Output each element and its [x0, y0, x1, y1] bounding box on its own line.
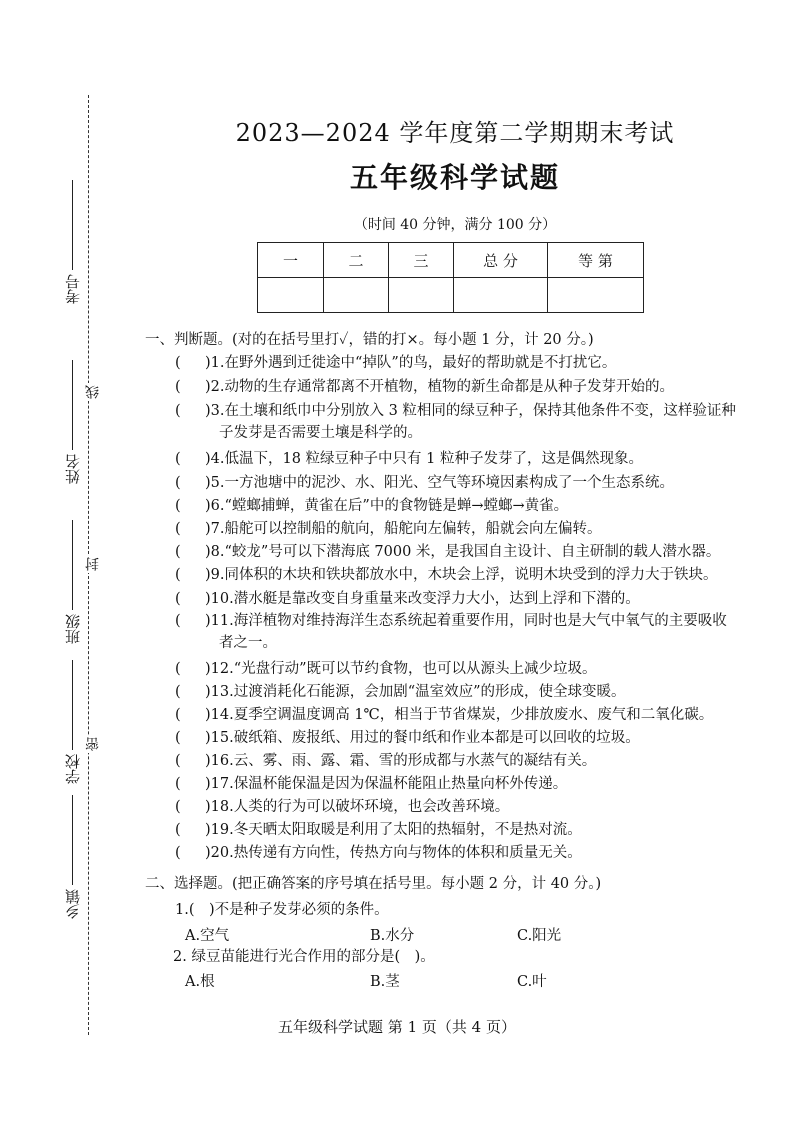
answer-bracket[interactable]: ( [175, 613, 181, 629]
choice-question-1-option-c[interactable]: C.阳光 [517, 928, 562, 944]
score-header-grade: 等 第 [548, 243, 644, 278]
score-cell-1[interactable] [258, 278, 324, 313]
judgement-item-14 [175, 704, 775, 726]
judgement-text: )4.低温下，18 粒绿豆种子中只有 1 粒种子发芽了，这是偶然现象。 [205, 451, 643, 467]
judgement-text: )17.保温杯能保温是因为保温杯能阻止热量向杯外传递。 [205, 776, 568, 792]
score-value-row [258, 278, 644, 313]
choice-question-2-option-a[interactable]: A.根 [185, 974, 215, 990]
answer-bracket[interactable]: ( [175, 567, 181, 583]
judgement-text: )3.在土壤和纸巾中分别放入 3 粒相同的绿豆种子，保持其他条件不变，这样验证种 [205, 403, 736, 419]
judgement-text-continued: 子发芽是否需要土壤是科学的。 [219, 425, 422, 441]
answer-bracket[interactable]: ( [175, 475, 181, 491]
judgement-text: )7.船舵可以控制船的航向，船舵向左偏转，船就会向左偏转。 [205, 521, 602, 537]
school-field [62, 660, 83, 784]
section1-heading: 一、判断题。(对的在括号里打✓，错的打×。每小题 1 分，计 20 分。) [145, 332, 594, 348]
class-field [62, 520, 83, 644]
mark-seal: 封 [85, 557, 101, 571]
judgement-item-20 [175, 842, 775, 864]
judgement-item-3 [175, 400, 775, 444]
mark-line: 线 [85, 385, 101, 399]
exam-title: 2023—2024 学年度第二学期期末考试 [235, 119, 675, 147]
choice-question-2-option-c[interactable]: C.叶 [517, 974, 547, 990]
judgement-item-15 [175, 727, 775, 749]
judgement-item-1 [175, 352, 775, 374]
judgement-text: )2.动物的生存通常都离不开植物，植物的新生命都是从种子发芽开始的。 [205, 379, 674, 395]
name-field [62, 360, 83, 484]
score-cell-total[interactable] [454, 278, 548, 313]
answer-bracket[interactable]: ( [175, 799, 181, 815]
answer-bracket[interactable]: ( [175, 845, 181, 861]
name-label: 姓名 [64, 454, 82, 484]
judgement-item-4 [175, 448, 775, 470]
section2-heading: 二、选择题。(把正确答案的序号填在括号里。每小题 2 分，计 40 分。) [145, 876, 602, 892]
choice-question-1-option-b[interactable]: B.水分 [370, 928, 415, 944]
choice-question-1-stem: 1.( )不是种子发芽必须的条件。 [175, 902, 389, 918]
judgement-text: )11.海洋植物对维持海洋生态系统起着重要作用，同时也是大气中氧气的主要吸收 [205, 613, 727, 629]
score-header-total: 总 分 [454, 243, 548, 278]
judgement-item-17 [175, 773, 775, 795]
judgement-text-continued: 者之一。 [219, 635, 277, 651]
judgement-text: )18.人类的行为可以破坏环境，也会改善环境。 [205, 799, 510, 815]
score-header-row [258, 243, 644, 278]
township-field [62, 795, 83, 919]
school-label: 学校 [64, 754, 82, 784]
score-header-3: 三 [389, 243, 454, 278]
answer-bracket[interactable]: ( [175, 661, 181, 677]
judgement-item-12 [175, 658, 775, 680]
judgement-text: )14.夏季空调温度调高 1℃，相当于节省煤炭，少排放废水、废气和二氧化碳。 [205, 707, 714, 723]
binding-strip [0, 0, 110, 1123]
score-header-2: 二 [324, 243, 389, 278]
answer-bracket[interactable]: ( [175, 684, 181, 700]
answer-bracket[interactable]: ( [175, 498, 181, 514]
class-label: 班级 [64, 614, 82, 644]
judgement-text: )16.云、雾、雨、露、霜、雪的形成都与水蒸气的凝结有关。 [205, 753, 597, 769]
judgement-item-19 [175, 819, 775, 841]
judgement-item-9 [175, 564, 775, 586]
judgement-item-6 [175, 495, 775, 517]
judgement-item-10 [175, 588, 775, 610]
answer-bracket[interactable]: ( [175, 730, 181, 746]
choice-question-2-option-b[interactable]: B.茎 [370, 974, 400, 990]
judgement-text: )5.一方池塘中的泥沙、水、阳光、空气等环境因素构成了一个生态系统。 [205, 475, 674, 491]
score-header-1: 一 [258, 243, 324, 278]
answer-bracket[interactable]: ( [175, 822, 181, 838]
judgement-text: )12.“光盘行动”既可以节约食物，也可以从源头上减少垃圾。 [205, 661, 597, 677]
judgement-item-11 [175, 610, 775, 654]
judgement-item-8 [175, 541, 775, 563]
answer-bracket[interactable]: ( [175, 379, 181, 395]
judgement-text: )15.破纸箱、废报纸、用过的餐巾纸和作业本都是可以回收的垃圾。 [205, 730, 640, 746]
answer-bracket[interactable]: ( [175, 776, 181, 792]
exam-number-field [62, 180, 83, 304]
judgement-text: )6.“螳螂捕蝉，黄雀在后”中的食物链是蝉→螳螂→黄雀。 [205, 498, 569, 514]
judgement-text: )19.冬天晒太阳取暖是利用了太阳的热辐射，不是热对流。 [205, 822, 582, 838]
answer-bracket[interactable]: ( [175, 753, 181, 769]
answer-bracket[interactable]: ( [175, 355, 181, 371]
exam-subtitle: （时间 40 分钟，满分 100 分） [353, 217, 557, 233]
township-label: 乡镇 [64, 889, 82, 919]
answer-bracket[interactable]: ( [175, 707, 181, 723]
judgement-item-2 [175, 376, 775, 398]
judgement-text: )9.同体积的木块和铁块都放水中，木块会上浮，说明木块受到的浮力大于铁块。 [205, 567, 718, 583]
answer-bracket[interactable]: ( [175, 451, 181, 467]
judgement-text: )13.过渡消耗化石能源，会加剧“温室效应”的形成，使全球变暖。 [205, 684, 626, 700]
exam-number-label: 考号 [64, 274, 82, 304]
answer-bracket[interactable]: ( [175, 403, 181, 419]
mark-secret: 密 [85, 737, 101, 751]
subject-title: 五年级科学试题 [349, 161, 560, 194]
score-table [257, 242, 644, 313]
score-cell-3[interactable] [389, 278, 454, 313]
judgement-item-16 [175, 750, 775, 772]
score-cell-grade[interactable] [548, 278, 644, 313]
judgement-text: )10.潜水艇是靠改变自身重量来改变浮力大小，达到上浮和下潜的。 [205, 591, 640, 607]
answer-bracket[interactable]: ( [175, 591, 181, 607]
judgement-text: )8.“蛟龙”号可以下潜海底 7000 米，是我国自主设计、自主研制的载人潜水器。 [205, 544, 721, 560]
judgement-item-13 [175, 681, 775, 703]
judgement-text: )1.在野外遇到迁徙途中“掉队”的鸟，最好的帮助就是不打扰它。 [205, 355, 617, 371]
choice-question-1-option-a[interactable]: A.空气 [185, 928, 230, 944]
score-cell-2[interactable] [324, 278, 389, 313]
judgement-item-18 [175, 796, 775, 818]
judgement-item-7 [175, 518, 775, 540]
judgement-item-5 [175, 472, 775, 494]
choice-question-2-stem: 2. 绿豆苗能进行光合作用的部分是( )。 [173, 949, 435, 965]
judgement-text: )20.热传递有方向性，传热方向与物体的体积和质量无关。 [205, 845, 582, 861]
page-footer: 五年级科学试题 第 1 页（共 4 页） [278, 1018, 516, 1036]
answer-bracket[interactable]: ( [175, 544, 181, 560]
answer-bracket[interactable]: ( [175, 521, 181, 537]
